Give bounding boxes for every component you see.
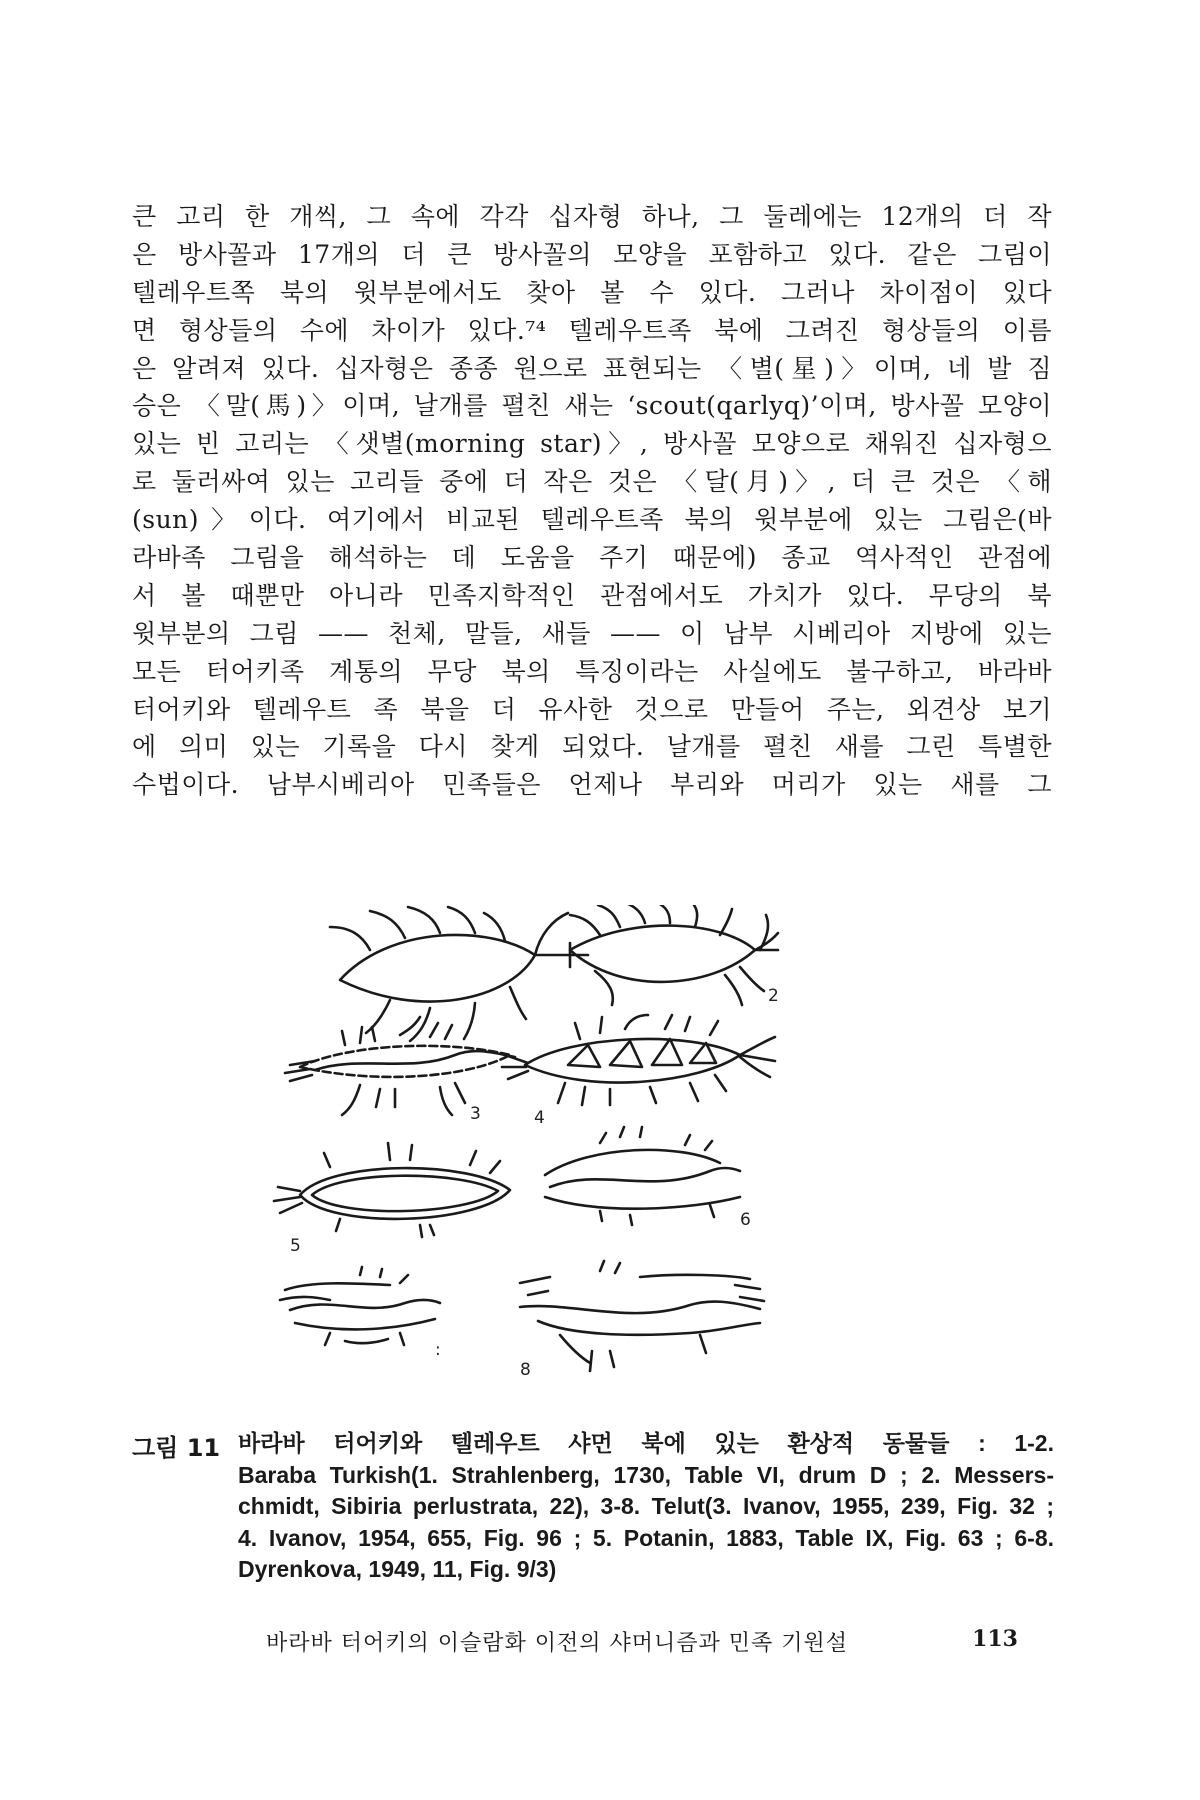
body-line: 있는 빈 고리는 〈샛별(morning star)〉, 방사꼴 모양으로 채워진 십자형으 — [132, 429, 1052, 459]
body-text — [132, 198, 1052, 804]
drawing-4-animal — [502, 1015, 775, 1105]
body-line: 윗부분의 그림 —— 천체, 말들, 새들 —— 이 남부 시베리아 지방에 있는 — [132, 618, 1052, 648]
drawing-8-animal — [520, 1261, 764, 1371]
body-line: 승은 〈말(馬)〉이며, 날개를 펼친 새는 ‘scout(qarlyq)’이며, 방사꼴 모양이 — [132, 391, 1052, 421]
body-line: 터어키와 텔레우트 족 북을 더 유사한 것으로 만들어 주는, 외견상 보기 — [132, 694, 1052, 724]
body-line: 에 의미 있는 기록을 다시 찾게 되었다. 날개를 펼친 새를 그린 특별한 — [132, 732, 1052, 762]
caption-body — [238, 1428, 1054, 1586]
drawing-5-animal — [274, 1143, 510, 1237]
caption-line: chmidt, Sibiria perlustrata, 22), 3-8. Telut(3. Ivanov, 1955, 239, Fig. 32 ; — [238, 1493, 1054, 1519]
body-line: 텔레우트쪽 북의 윗부분에서도 찾아 볼 수 있다. 그러나 차이점이 있다 — [132, 277, 1052, 307]
body-line: 서 볼 때뿐만 아니라 민족지학적인 관점에서도 가치가 있다. 무당의 북 — [132, 580, 1052, 610]
body-line: 면 형상들의 수에 차이가 있다.⁷⁴ 텔레우트족 북에 그려진 형상들의 이름 — [132, 315, 1052, 345]
body-line: 모든 터어키족 계통의 무당 북의 특징이라는 사실에도 불구하고, 바라바 — [132, 656, 1052, 686]
body-line: 수법이다. 남부시베리아 민족들은 언제나 부리와 머리가 있는 새를 그 — [132, 770, 1052, 800]
drawing-7-animal — [280, 1267, 440, 1345]
drawing-3-animal — [285, 1017, 515, 1115]
body-line: 은 방사꼴과 17개의 더 큰 방사꼴의 모양을 포함하고 있다. 같은 그림이 — [132, 239, 1052, 269]
figure-drum-animals — [270, 905, 890, 1415]
figure-label: 4 — [534, 1108, 545, 1128]
figure-label: : — [435, 1340, 441, 1360]
running-footer — [266, 1626, 1018, 1656]
drawing-6-animal — [545, 1127, 740, 1225]
body-line: 라바족 그림을 해석하는 데 도움을 주기 때문에) 종교 역사적인 관점에 — [132, 543, 1052, 573]
page-number: 113 — [972, 1626, 1018, 1652]
figure-label: 8 — [520, 1360, 531, 1380]
caption-label: 그림 11 — [132, 1434, 221, 1462]
figure-label: 2 — [768, 986, 779, 1006]
figure-label: 6 — [740, 1210, 751, 1230]
caption-line: Baraba Turkish(1. Strahlenberg, 1730, Table VI, drum D ; 2. Messers- — [238, 1461, 1054, 1488]
figure-label: 5 — [290, 1236, 301, 1256]
caption-line: Dyrenkova, 1949, 11, Fig. 9/3) — [238, 1556, 557, 1582]
body-line: 은 알려져 있다. 십자형은 종종 원으로 표현되는 〈별(星)〉이며, 네 발 짐 — [132, 353, 1052, 383]
body-line: 로 둘러싸여 있는 고리들 중에 더 작은 것은 〈달(月)〉, 더 큰 것은 〈해 — [132, 467, 1052, 497]
drawing-2-animal — [570, 905, 778, 1005]
body-line: 큰 고리 한 개씩, 그 속에 각각 십자형 하나, 그 둘레에는 12개의 더 작 — [132, 202, 1052, 231]
body-line: (sun)〉이다. 여기에서 비교된 텔레우트족 북의 윗부분에 있는 그림은(바 — [132, 505, 1052, 535]
caption-line: 바라바 터어키와 텔레우트 샤먼 북에 있는 환상적 동물들 : 1-2. — [238, 1430, 1054, 1456]
figure-label: 3 — [470, 1104, 481, 1124]
caption-line: 4. Ivanov, 1954, 655, Fig. 96 ; 5. Potanin, 1883, Table IX, Fig. 63 ; 6-8. — [238, 1524, 1054, 1551]
running-title: 바라바 터어키의 이슬람화 이전의 샤머니즘과 민족 기원설 — [266, 1631, 849, 1656]
drawing-1-animal — [330, 907, 588, 1041]
